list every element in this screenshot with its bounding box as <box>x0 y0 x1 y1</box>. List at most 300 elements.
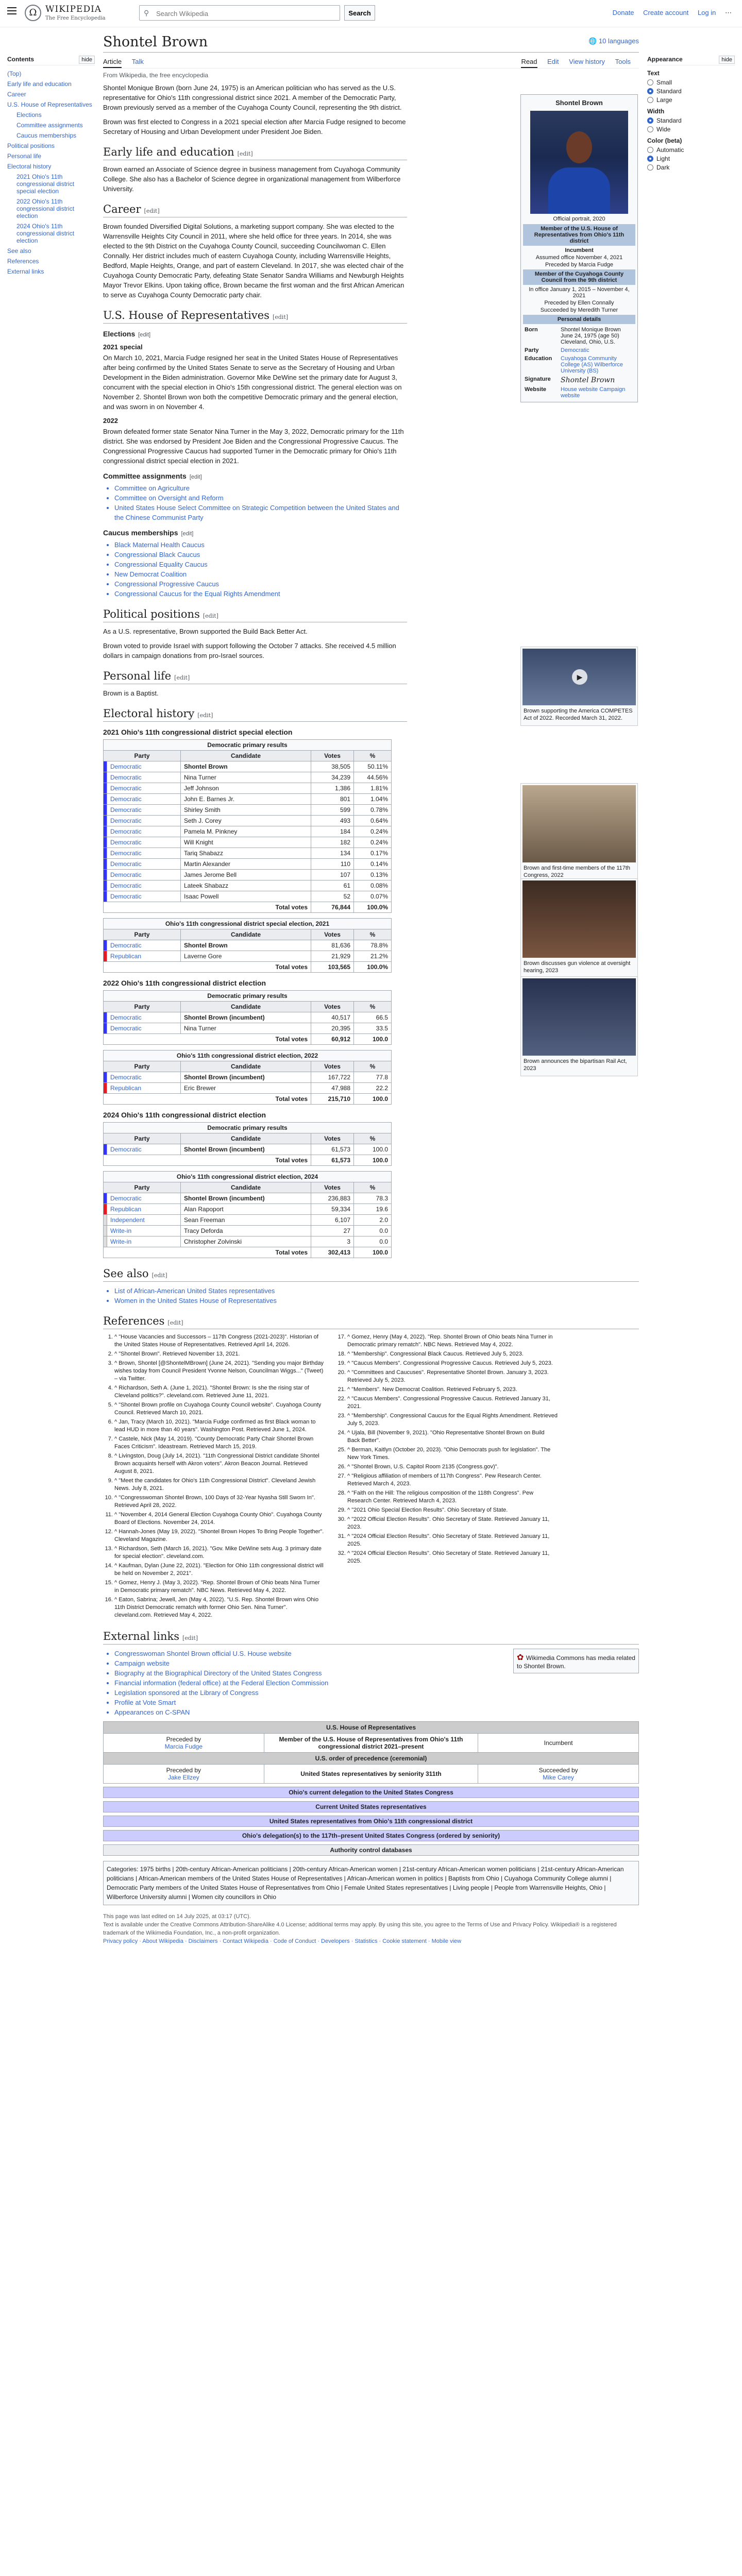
thumbnail-image <box>522 978 636 1056</box>
text-size-standard[interactable] <box>647 88 735 95</box>
link[interactable]: Jake Ellzey <box>167 1774 199 1781</box>
toc-item[interactable]: U.S. House of Representatives <box>7 101 92 108</box>
edit-link[interactable]: [edit] <box>167 1319 183 1326</box>
reference-item[interactable]: 29. ^ "2021 Ohio Special Election Results". Ohio Secretary of State. <box>347 1506 559 1514</box>
edit-link[interactable]: [edit] <box>182 1635 198 1641</box>
column-header: % <box>354 1002 392 1012</box>
total-label: Total votes <box>104 962 311 973</box>
heading-text: See also <box>103 1267 149 1280</box>
party-color-swatch <box>104 940 107 951</box>
table-header-row <box>104 1133 392 1144</box>
toc-item[interactable]: 2021 Ohio's 11th congressional district special election <box>16 173 75 195</box>
infobox-row <box>523 375 635 385</box>
thumbnail-photo[interactable] <box>520 783 638 883</box>
pct-cell: 0.17% <box>354 848 392 859</box>
pct-cell: 22.2 <box>354 1083 392 1094</box>
reference-item[interactable]: 28. ^ "Faith on the Hill: The religious composition of the 118th Congress". Pew Research Center. Retrieved March 4, 2023. <box>347 1489 559 1505</box>
radio-selected-icon <box>647 88 653 94</box>
radio-selected-icon <box>647 117 653 124</box>
reference-item[interactable]: 13. ^ Richardson, Seth (March 16, 2021). "Gov. Mike DeWine sets Aug. 3 primary date for special election". cleveland.com. <box>114 1545 326 1561</box>
reference-item[interactable]: 27. ^ "Religious affiliation of members of 117th Congress". Pew Research Center. Retrieved March 4, 2023. <box>347 1472 559 1488</box>
toc-item[interactable]: References <box>7 258 39 265</box>
list-item[interactable]: • Congressional Progressive Caucus <box>114 579 407 589</box>
reference-item[interactable]: 21. ^ "Members". New Democrat Coalition. Retrieved February 5, 2023. <box>347 1386 559 1394</box>
toc-item[interactable]: 2024 Ohio's 11th congressional district election <box>16 223 75 244</box>
list-item[interactable]: • New Democrat Coalition <box>114 569 407 579</box>
link[interactable]: Mike Carey <box>543 1774 574 1781</box>
column-header: Votes <box>311 1002 354 1012</box>
commons-box[interactable] <box>513 1649 639 1673</box>
total-pct: 100.0 <box>354 1094 392 1105</box>
party-cell[interactable]: Democratic <box>107 859 181 870</box>
navbox-header[interactable]: Ohio's delegation(s) to the 117th–present United States Congress (ordered by seniority) <box>104 1831 638 1841</box>
votes-cell: 236,883 <box>311 1193 354 1204</box>
subsection-heading <box>103 472 407 480</box>
tab-view-history[interactable]: View history <box>569 58 605 65</box>
list-item[interactable]: • Profile at Vote Smart <box>114 1698 639 1707</box>
list-item[interactable]: • Committee on Agriculture <box>114 483 407 493</box>
article-tail <box>103 1267 639 1945</box>
total-votes: 302,413 <box>311 1247 354 1258</box>
thumbnail-photo[interactable] <box>520 878 638 978</box>
total-label: Total votes <box>104 1155 311 1166</box>
list-item[interactable]: • United States House Select Committee on Strategic Competition between the United States and the Chinese Communist Party <box>114 503 407 522</box>
section-heading <box>103 203 407 217</box>
navbox[interactable] <box>103 1816 639 1827</box>
reference-item[interactable]: 15. ^ Gomez, Henry J. (May 3, 2022). "Rep. Shontel Brown of Ohio beats Nina Turner in Democratic primary rematch". NBC News. Retrieved May 4, 2022. <box>114 1579 326 1595</box>
party-cell[interactable]: Democratic <box>107 761 181 772</box>
reference-item[interactable]: 30. ^ "2022 Official Election Results". Ohio Secretary of State. Retrieved January 11, 2023. <box>347 1516 559 1531</box>
candidate-cell: Shontel Brown (incumbent) <box>181 1144 311 1155</box>
reference-item[interactable]: 8. ^ Livingston, Doug (July 14, 2021). "11th Congressional District candidate Shontel Brown acquaints herself with Akron voters". Akron Beacon Journal. Retrieved August 8, 2021. <box>114 1452 326 1476</box>
list-item[interactable]: • Committee on Oversight and Reform <box>114 493 407 503</box>
donate-link[interactable]: Donate <box>612 9 634 16</box>
candidate-cell: Alan Rapoport <box>181 1204 311 1215</box>
reference-item[interactable]: 7. ^ Castele, Nick (May 14, 2019). "County Democratic Party Chair Shontel Brown Faces Criticism". Ideastream. Retrieved March 15, 2019. <box>114 1435 326 1451</box>
navbox-header[interactable]: Authority control databases <box>104 1845 638 1855</box>
reference-item[interactable]: 25. ^ Berman, Kaitlyn (October 20, 2023). "Ohio Democrats push for legislation". The New York Times. <box>347 1446 559 1462</box>
reference-item[interactable]: 2. ^ "Shontel Brown". Retrieved November 13, 2021. <box>114 1350 326 1358</box>
log-in-link[interactable]: Log in <box>697 9 716 16</box>
pct-cell: 0.24% <box>354 826 392 837</box>
reference-item[interactable]: 5. ^ "Shontel Brown profile on Cuyahoga County Council website". Cuyahoga County Council. Retrieved March 10, 2021. <box>114 1401 326 1417</box>
table-row <box>104 1226 392 1236</box>
page-title: Shontel Brown <box>103 31 639 53</box>
party-cell[interactable]: Republican <box>107 1204 181 1215</box>
precedence-band: U.S. order of precedence (ceremonial) <box>104 1753 639 1765</box>
table-row <box>104 870 392 880</box>
list-item[interactable]: • Black Maternal Health Caucus <box>114 540 407 550</box>
candidate-cell: Lateek Shabazz <box>181 880 311 891</box>
party-cell[interactable]: Democratic <box>107 805 181 816</box>
edit-link[interactable]: [edit] <box>138 332 151 338</box>
reference-item[interactable]: 10. ^ "Congresswoman Shontel Brown, 100 Days of 32-Year Nyasha Still Sworn In". Retrieved April 28, 2022. <box>114 1494 326 1510</box>
text-size-small[interactable] <box>647 79 735 86</box>
preceded-by: Preceded by Marcia Fudge <box>545 262 614 268</box>
thumbnail-video[interactable] <box>520 647 638 726</box>
total-row <box>104 902 392 913</box>
table-row <box>104 1023 392 1034</box>
column-header: Votes <box>311 1061 354 1072</box>
party-color-swatch <box>104 772 107 783</box>
votes-cell: 107 <box>311 870 354 880</box>
reference-item[interactable]: 14. ^ Kaufman, Dylan (June 22, 2021). "Election for Ohio 11th congressional district will be held on November 2, 2021". <box>114 1562 326 1578</box>
table-header-row <box>104 1182 392 1193</box>
party-cell[interactable]: Independent <box>107 1215 181 1226</box>
search-button[interactable]: Search <box>344 5 375 21</box>
infobox <box>520 94 638 402</box>
list-item[interactable]: • Legislation sponsored at the Library of Congress <box>114 1688 639 1698</box>
table-row <box>104 1012 392 1023</box>
languages-button[interactable] <box>588 37 639 45</box>
edit-link[interactable]: [edit] <box>237 150 253 157</box>
more-options-icon[interactable]: ⋯ <box>725 9 732 16</box>
pct-cell: 100.0 <box>354 1144 392 1155</box>
pct-cell: 50.11% <box>354 761 392 772</box>
candidate-cell: Tracy Deforda <box>181 1226 311 1236</box>
subsection-heading: 2024 Ohio's 11th congressional district election <box>103 1111 266 1119</box>
party-color-swatch <box>104 837 107 848</box>
edit-link[interactable]: [edit] <box>151 1272 167 1279</box>
reference-item[interactable]: 1. ^ "House Vacancies and Successors – 117th Congress (2021-2023)". Historian of the United States House of Representatives. Retrieved April 14, 2026. <box>114 1333 326 1349</box>
party-cell[interactable]: Democratic <box>107 848 181 859</box>
table-caption: Ohio's 11th congressional district election, 2024 <box>104 1172 392 1182</box>
text-size-large[interactable] <box>647 96 735 104</box>
paragraph: On March 10, 2021, Marcia Fudge resigned her seat in the United States House of Representatives after being confirmed by the United States Senate to serve as the Secretary of Housing and Urban Development in the Biden administration. Governor Mike DeWine set the primary date for August 3, concurrent with the special election in Ohio's 15th congressional district. The general election was on November 2. Shontel Brown won both the competitive Democratic primary and the general election, and was sworn in on November 4. <box>103 354 402 411</box>
table-caption: Democratic primary results <box>104 1123 392 1133</box>
total-row <box>104 1034 392 1045</box>
table-row <box>104 859 392 870</box>
wikipedia-wordmark[interactable]: WIKIPEDIA <box>45 4 102 14</box>
search-icon: ⚲ <box>144 9 149 17</box>
party-color-swatch <box>104 891 107 902</box>
official-portrait[interactable] <box>530 111 628 214</box>
party-cell[interactable]: Democratic <box>107 880 181 891</box>
pct-cell: 0.07% <box>354 891 392 902</box>
total-pct: 100.0 <box>354 1247 392 1258</box>
row-key: Signature <box>525 376 551 382</box>
reference-item[interactable]: 24. ^ Ujala, Bill (November 9, 2021). "Ohio Representative Shontel Brown on Build Back Better". <box>347 1429 559 1445</box>
column-header: Candidate <box>181 1133 311 1144</box>
pct-cell: 19.6 <box>354 1204 392 1215</box>
pct-cell: 21.2% <box>354 951 392 962</box>
appearance-title: Appearance <box>647 56 683 63</box>
personal-details-band: Personal details <box>523 315 635 324</box>
party-cell[interactable]: Democratic <box>107 870 181 880</box>
tab-edit[interactable]: Edit <box>547 58 559 65</box>
toc-header <box>7 56 95 65</box>
pct-cell: 0.0 <box>354 1236 392 1247</box>
toc-item[interactable]: Political positions <box>7 142 55 149</box>
link[interactable]: Marcia Fudge <box>164 1743 203 1750</box>
label: Preceded by <box>166 1767 201 1774</box>
radio-icon <box>647 97 653 103</box>
navbox[interactable] <box>103 1801 639 1812</box>
caucus-list <box>103 540 407 599</box>
edit-link[interactable]: [edit] <box>203 613 218 619</box>
reference-item[interactable]: 31. ^ "2024 Official Election Results". Ohio Secretary of State. Retrieved January 11, 2025. <box>347 1533 559 1548</box>
column-header: Party <box>104 1002 181 1012</box>
party-cell[interactable]: Democratic <box>107 816 181 826</box>
infobox-row <box>523 385 635 400</box>
edit-link[interactable]: [edit] <box>189 474 202 480</box>
votes-cell: 61 <box>311 880 354 891</box>
navbox-header[interactable]: Current United States representatives <box>104 1802 638 1812</box>
user-links <box>605 9 732 17</box>
thumbnail-photo[interactable] <box>520 976 638 1076</box>
votes-cell: 110 <box>311 859 354 870</box>
search-input[interactable] <box>155 8 332 19</box>
council-term: In office January 1, 2015 – November 4, 2021 <box>529 286 630 299</box>
table-row <box>104 880 392 891</box>
party-cell[interactable]: Democratic <box>107 891 181 902</box>
heading-text: Caucus memberships <box>103 529 178 537</box>
toc-item[interactable]: Electoral history <box>7 163 52 170</box>
votes-cell: 38,505 <box>311 761 354 772</box>
election-table-2021-primary <box>103 739 407 913</box>
search-box[interactable] <box>139 5 340 21</box>
pct-cell: 0.0 <box>354 1226 392 1236</box>
color-light[interactable] <box>647 155 735 162</box>
footer-links[interactable]: Privacy policy · About Wikipedia · Disclaimers · Contact Wikipedia · Code of Conduct · Developers · Statistics · Cookie statement · Mobile view <box>103 1938 462 1944</box>
appearance-header <box>647 56 735 65</box>
reference-item[interactable]: 26. ^ "Shontel Brown, U.S. Capitol Room 2135 (Congress.gov)". <box>347 1463 559 1471</box>
pct-cell: 77.8 <box>354 1072 392 1083</box>
tab-article[interactable]: Article <box>103 55 122 68</box>
table-row <box>104 1072 392 1083</box>
from-wikipedia: From Wikipedia, the free encyclopedia <box>103 72 209 79</box>
election-table-2024-general <box>103 1171 407 1258</box>
commons-text: Wikimedia Commons has media related to Shontel Brown. <box>517 1654 635 1670</box>
candidate-cell: Shontel Brown (incumbent) <box>181 1072 311 1083</box>
votes-cell: 182 <box>311 837 354 848</box>
reference-item[interactable]: 19. ^ "Caucus Members". Congressional Progressive Caucus. Retrieved July 5, 2023. <box>347 1360 559 1367</box>
total-pct: 100.0 <box>354 1155 392 1166</box>
heading-text: Elections <box>103 330 136 338</box>
party-cell[interactable]: Democratic <box>107 1072 181 1083</box>
page-tabs <box>103 55 639 69</box>
council-preceded: Preceded by Ellen Connally <box>544 300 614 306</box>
reference-item[interactable]: 11. ^ "November 4, 2014 General Election Cuyahoga County Ohio". Cuyahoga County Board of Elections. November 24, 2014. <box>114 1511 326 1527</box>
heading-text: Electoral history <box>103 707 195 720</box>
section-heading <box>103 608 407 622</box>
list-item[interactable]: • Congressional Equality Caucus <box>114 560 407 569</box>
precedence-preceded <box>104 1765 264 1784</box>
party-cell[interactable]: Write-in <box>107 1226 181 1236</box>
navbox[interactable] <box>103 1844 639 1856</box>
candidate-cell: Will Knight <box>181 837 311 848</box>
party-color-swatch <box>104 1012 107 1023</box>
party-cell[interactable]: Republican <box>107 951 181 962</box>
table-caption: Ohio's 11th congressional district special election, 2021 <box>104 919 392 929</box>
color-automatic[interactable] <box>647 146 735 154</box>
table-caption: Ohio's 11th congressional district election, 2022 <box>104 1050 392 1061</box>
see-also-list <box>103 1286 639 1306</box>
toc-title: Contents <box>7 56 34 63</box>
candidate-cell: Christopher Zolvinski <box>181 1236 311 1247</box>
total-label: Total votes <box>104 902 311 913</box>
portrait-caption: Official portrait, 2020 <box>553 216 605 222</box>
languages-label: 10 languages <box>598 37 639 45</box>
toc-item[interactable]: 2022 Ohio's 11th congressional district election <box>16 198 75 219</box>
pct-cell: 1.04% <box>354 794 392 805</box>
table-row <box>104 837 392 848</box>
committee-list <box>103 483 407 522</box>
toc-item[interactable]: Personal life <box>7 152 42 160</box>
toc-item[interactable]: Committee assignments <box>16 122 83 129</box>
column-header: Candidate <box>181 929 311 940</box>
reference-item[interactable]: 16. ^ Eaton, Sabrina; Jewell, Jen (May 4, 2022). "U.S. Rep. Shontel Brown wins Ohio 11th District Democratic rematch with former Ohio Sen. Nina Turner". cleveland.com. Retrieved May 4, 2022. <box>114 1596 326 1619</box>
main-menu-icon[interactable] <box>7 7 16 14</box>
create-account-link[interactable]: Create account <box>643 9 689 16</box>
toc-item[interactable]: Caucus memberships <box>16 132 77 139</box>
infobox-row <box>523 354 635 375</box>
appearance-hide-button[interactable]: hide <box>719 56 735 64</box>
reference-item[interactable]: 18. ^ "Membership". Congressional Black Caucus. Retrieved July 5, 2023. <box>347 1350 559 1358</box>
reference-item[interactable]: 9. ^ "Meet the candidates for Ohio's 11th Congressional District". Cleveland Jewish News. July 8, 2021. <box>114 1477 326 1493</box>
candidate-cell: James Jerome Bell <box>181 870 311 880</box>
edit-link[interactable]: [edit] <box>174 674 190 681</box>
toc-item[interactable]: Early life and education <box>7 80 72 88</box>
pct-cell: 2.0 <box>354 1215 392 1226</box>
election-results-table <box>103 739 392 913</box>
party-cell[interactable]: Democratic <box>107 783 181 794</box>
column-header: Party <box>104 929 181 940</box>
main-content <box>103 31 639 1945</box>
party-cell[interactable]: Democratic <box>107 1144 181 1155</box>
reference-item[interactable]: 32. ^ "2024 Official Election Results". Ohio Secretary of State. Retrieved January 11, 2025. <box>347 1550 559 1565</box>
row-value[interactable]: Cuyahoga Community College (AS) Wilberforce University (BS) <box>561 355 623 374</box>
table-row <box>104 794 392 805</box>
width-standard[interactable] <box>647 117 735 124</box>
total-votes: 103,565 <box>311 962 354 973</box>
paragraph: Brown defeated former state Senator Nina Turner in the May 3, 2022, Democratic primary for the 11th district. She was endorsed by President Joe Biden and the Congressional Progressive Caucus. The Congressional Progressive Caucus had supported Turner in the Democratic primary for Ohio's 11th congressional district special election in 2021. <box>103 428 404 465</box>
infobox-row <box>523 326 635 346</box>
option-label: Large <box>656 96 672 104</box>
candidate-cell: Pamela M. Pinkney <box>181 826 311 837</box>
party-color-swatch <box>104 1083 107 1094</box>
section-heading <box>103 309 407 324</box>
site-header <box>0 0 742 27</box>
tab-read[interactable]: Read <box>521 55 537 68</box>
heading-text: Committee assignments <box>103 472 187 480</box>
option-label: Small <box>656 79 672 86</box>
subsection-heading: 2021 Ohio's 11th congressional district special election <box>103 728 293 736</box>
votes-cell: 34,239 <box>311 772 354 783</box>
pct-cell: 44.56% <box>354 772 392 783</box>
votes-cell: 599 <box>311 805 354 816</box>
color-dark[interactable] <box>647 164 735 171</box>
tab-tools[interactable]: Tools <box>615 58 631 65</box>
party-cell[interactable]: Democratic <box>107 794 181 805</box>
party-cell[interactable]: Write-in <box>107 1236 181 1247</box>
party-cell[interactable]: Democratic <box>107 837 181 848</box>
party-cell[interactable]: Democratic <box>107 1193 181 1204</box>
party-cell[interactable]: Democratic <box>107 826 181 837</box>
width-wide[interactable] <box>647 126 735 133</box>
lead-paragraph: Shontel Monique Brown (born June 24, 1975) is an American politician who has served as the U.S. representative for Ohio's 11th congressional district since 2021. A member of the Democratic Party, Brown previously served as a member of the Cuyahoga County Council, representing the 9th district. <box>103 84 402 111</box>
navbox-header[interactable]: United States representatives from Ohio's 11th congressional district <box>104 1816 638 1826</box>
row-value[interactable]: House website Campaign website <box>561 386 626 399</box>
party-cell[interactable]: Democratic <box>107 1012 181 1023</box>
row-value: Shontel Monique Brown June 24, 1975 (age 50) Cleveland, Ohio, U.S. <box>561 327 621 345</box>
play-icon[interactable]: ▶ <box>572 669 587 685</box>
list-item[interactable]: • Congresswoman Shontel Brown official U.S. House website <box>114 1649 639 1658</box>
party-cell[interactable]: Democratic <box>107 772 181 783</box>
row-value[interactable]: Democratic <box>561 347 589 353</box>
candidate-cell: Shontel Brown <box>181 761 311 772</box>
list-item[interactable]: • Biography at the Biographical Directory of the United States Congress <box>114 1668 639 1678</box>
party-cell[interactable]: Democratic <box>107 1023 181 1034</box>
title-bar <box>103 31 639 53</box>
reference-item[interactable]: 17. ^ Gomez, Henry (May 4, 2022). "Rep. Shontel Brown of Ohio beats Nina Turner in Democratic primary rematch". NBC News. Retrieved May 4, 2022. <box>347 1333 559 1349</box>
infobox-row <box>523 346 635 354</box>
subsection-heading <box>103 529 407 537</box>
appearance-panel <box>647 56 735 173</box>
list-item[interactable]: • Financial information (federal office) at the Federal Election Commission <box>114 1678 639 1688</box>
succession-band: U.S. House of Representatives <box>104 1722 639 1734</box>
list-item[interactable]: • Appearances on C-SPAN <box>114 1707 639 1717</box>
paragraph: Brown is a Baptist. <box>103 689 159 697</box>
reference-item[interactable]: 22. ^ "Caucus Members". Congressional Progressive Caucus. Retrieved January 31, 2021. <box>347 1395 559 1411</box>
row-key: Party <box>525 347 539 353</box>
table-caption: Democratic primary results <box>104 991 392 1002</box>
party-color-swatch <box>104 783 107 794</box>
pct-cell: 78.8% <box>354 940 392 951</box>
edit-link[interactable]: [edit] <box>144 208 160 214</box>
toc-hide-button[interactable]: hide <box>79 56 95 64</box>
reference-item[interactable]: 23. ^ "Membership". Congressional Caucus for the Equal Rights Amendment. Retrieved July 5, 2023. <box>347 1412 559 1428</box>
tab-talk[interactable]: Talk <box>131 58 144 65</box>
category-links[interactable]: Categories: 1975 births | 20th-century African-American politicians | 20th-century African-American women | 21st-century African-American women politicians | 21st-century African-American politicians | African-American members of the United States House of Representatives | African-American women in politics | Baptists from Ohio | Cuyahoga Community College alumni | Democratic Party members of the United States House of Representatives from Ohio | Female United States representatives | Living people | People from Warrensville Heights, Ohio | Wilberforce University alumni | Women city councillors in Ohio <box>103 1861 639 1905</box>
toc-item[interactable]: See also <box>7 247 31 255</box>
reference-item[interactable]: 4. ^ Richardson, Seth A. (June 1, 2021). "Shontel Brown: Is she the rising star of Cleveland politics?". cleveland.com. Retrieved June 11, 2021. <box>114 1384 326 1400</box>
toc-item[interactable]: External links <box>7 268 44 275</box>
party-cell[interactable]: Democratic <box>107 940 181 951</box>
navbox[interactable] <box>103 1787 639 1798</box>
wikipedia-logo-icon[interactable]: Ω <box>25 5 41 21</box>
list-item[interactable]: • List of African-American United States representatives <box>114 1286 639 1296</box>
color-label: Color (beta) <box>647 137 682 144</box>
toc-item[interactable]: (Top) <box>7 70 22 77</box>
toc-item[interactable]: Career <box>7 91 26 98</box>
edit-link[interactable]: [edit] <box>272 314 289 320</box>
list-item[interactable]: • Women in the United States House of Representatives <box>114 1296 639 1306</box>
edit-link[interactable]: [edit] <box>181 531 194 537</box>
candidate-cell: Nina Turner <box>181 772 311 783</box>
commons-icon: ✿ <box>517 1653 526 1662</box>
reference-item[interactable]: 20. ^ "Committees and Caucuses". Representative Shontel Brown. January 3, 2023. Retrieved July 5, 2023. <box>347 1369 559 1384</box>
edit-link[interactable]: [edit] <box>197 712 213 719</box>
party-color-swatch <box>104 1193 107 1204</box>
reference-item[interactable]: 3. ^ Brown, Shontel [@ShontelMBrown] (June 24, 2021). "Sending you major Birthday wishes today from Council President Yvonne Nelson, Councilman Wiggs..." (Tweet) – via Twitter. <box>114 1360 326 1383</box>
party-cell[interactable]: Republican <box>107 1083 181 1094</box>
toc-item[interactable]: Elections <box>16 111 42 118</box>
column-header: Party <box>104 1133 181 1144</box>
total-votes: 215,710 <box>311 1094 354 1105</box>
list-item[interactable]: • Congressional Caucus for the Equal Rights Amendment <box>114 589 407 599</box>
reference-item[interactable]: 6. ^ Jan, Tracy (March 10, 2021). "Marcia Fudge confirmed as first Black woman to lead HUD in more than 40 years". Washington Post. Retrieved June 1, 2024. <box>114 1418 326 1434</box>
reference-item[interactable]: 12. ^ Hannah-Jones (May 19, 2022). "Shontel Brown Hopes To Bring People Together". Cleveland Magazine. <box>114 1528 326 1544</box>
list-item[interactable]: • Congressional Black Caucus <box>114 550 407 560</box>
navbox-header[interactable]: Ohio's current delegation to the United States Congress <box>104 1787 638 1798</box>
list-item[interactable]: • Campaign website <box>114 1658 639 1668</box>
text-size-label: Text <box>647 70 660 77</box>
signature-image: Shontel Brown <box>561 376 615 384</box>
navbox[interactable] <box>103 1830 639 1841</box>
votes-cell: 6,107 <box>311 1215 354 1226</box>
table-row <box>104 848 392 859</box>
